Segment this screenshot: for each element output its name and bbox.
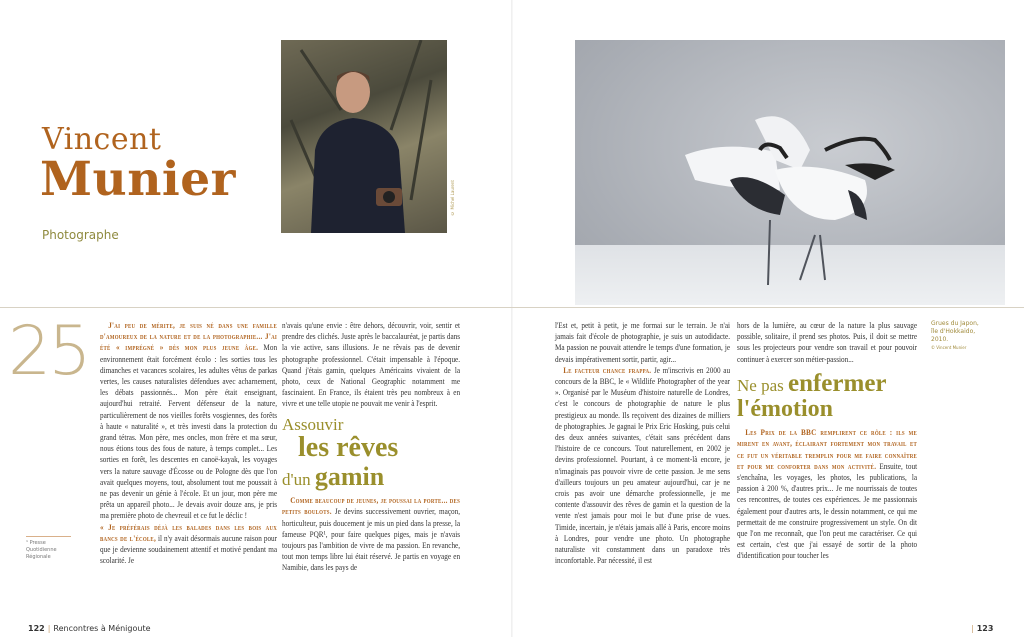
subtitle-role: Photographe [42,228,119,242]
right-column-1 [555,320,730,566]
footnote-rule [26,536,71,537]
title-first-name: Vincent [42,122,162,157]
heading-line-1: Assouvir [282,414,344,434]
heading-line-3 [282,463,460,490]
photo-caption [931,320,979,352]
lead-in: Le facteur chance frappa. [563,364,652,375]
publication-title: Rencontres à Ménigoute [53,624,151,633]
body-text: Je m'inscrivis en 2000 au concours de la BBC, le « Wildlife Photographer of the year ». Organisé par le Muséum d'histoire naturelle de Londres, c'est le concours de photographie de nature le plus prestigieux au monde. Ils reçoivent des dizaines de milliers de photographies. Je gagnai le Prix Eric Hosking, puis celui des deux années suivantes, c'était sans précédent dans l'histoire de ce concours. Tout naturellement, en 2002 je devins professionnel. Pourtant, à ce moment-là encore, je n'imaginais pas pouvoir vivre de cette passion. Je me sens d'ailleurs toujours un peu amateur aujourd'hui, car je ne crois pas avoir une démarche professionnelle, je me contente d'assouvir des rêves de gamin et la question de la vente n'est jamais pour moi le but d'une prise de vues. Timide, incertain, je n'étais jamais allé à Paris, encore moins à Londres, pour vendre une photo. Un photographe naturaliste vit constamment dans un paradoxe très inconfortable. Par nécessité, il est [555,364,731,566]
portrait-credit: © Michel Laurent [450,180,455,216]
page-fold [511,0,513,637]
left-column-1 [100,320,277,566]
body-text: n'avais qu'une envie : être dehors, découvrir, voir, sentir et prendre des clichés. Juste après le baccalauréat, je partis dans la vie active, sans illusions. Je ne rêvais pas de devenir photographe professionnel. C'était impensable à l'époque. Quand j'étais gamin, quelques Américains vivaient de la photo, ceux de National Geographic notamment me fascinaient. En France, ils étaient très peu nombreux à en vivre et une telle utopie ne pouvait me venir à l'esprit. [282,320,461,409]
heading-word: enfermer [787,369,887,397]
caption-line: Grues du Japon, [931,320,979,327]
footnote-line: Quotidienne [26,547,57,553]
portrait-photo [281,40,447,233]
body-text: Je devins successivement ouvrier, maçon, horticulteur, puis doucement je mis un pied dans la presse, la fameuse PQR¹, pour faire quelques piges, mais je n'avais toujours pas l'ambition de vivre de ma passion. En revanche, tout mon temps libre lui était réservé. Je partis en voyage en Namibie, dans les pays de [282,506,461,573]
page-number: 122 [28,624,45,633]
footnote-line: Régionale [26,554,51,560]
separator: | [47,624,51,633]
section-heading [737,371,917,422]
left-column-2 [282,320,460,574]
lead-in: Les Prix de la BBC remplirent ce rôle : ils me mirent en avant, éclairant fortement mon travail et ce fut un véritable tremplin pour me faire connaître et pour me conforter dans mon activité. [737,427,918,471]
body-text: l'Est et, petit à petit, je me formai sur le terrain. Je n'ai jamais fait d'école de photographie, je suis un autodidacte. Ma passion ne pouvait attendre le temps d'une formation, je devais impérativement sortir, partir, agir... [555,320,731,364]
footnote-line: ¹ Presse [26,540,46,546]
caption-line: 2010. [931,336,949,343]
separator: | [971,624,974,633]
chapter-number: 25 [8,312,89,391]
section-heading [282,416,460,491]
heading-line-1 [737,371,917,397]
heading-word: gamin [314,461,385,491]
page-number: 123 [976,624,994,633]
heading-word: d'un [282,469,311,489]
lead-in: « Je préférais déjà les balades dans les bois aux bancs de l'école, [100,521,278,543]
body-text: hors de la lumière, au cœur de la nature la plus sauvage possible, solitaire, il prend ses photos. Puis, il doit se mettre sous les projecteurs pour vendre son travail et pour pouvoir continuer à exercer son métier-passion... [737,320,918,364]
body-text: il n'y avait désormais aucune raison pour que je devienne soudainement attentif et motivé pendant ma scolarité. Je [100,532,278,566]
heading-line-2: l'émotion [737,396,833,423]
footer-left [28,624,151,633]
lead-in: Comme beaucoup de jeunes, je poussai la porte... des petits boulots. [282,495,461,517]
footer-right [968,624,993,633]
body-text: Mon environnement était forcément écolo : les sorties tous les dimanches et vacances scolaires, les adultes vêtus de parkas vertes, les causes naturalistes défendues avec acharnement, les débats passionnés... Mon père était enseignant, aujourd'hui retraité. Fervent défenseur de la nature, particulièrement de nos vieilles forêts vosgiennes, des forêts à haute « naturalité », et très investi dans la protection du grand tétras. Mon père, mes oncles, mon frère et ma sœur, nous étions tous des fous de nature, à temps complet... Les sorties en forêt, les descentes en canoë-kayak, les voyages vers la nature sauvage d'Écosse ou de Pologne dès que l'on avait quelques moyens, tout, absolument tout me poussait à ne pas devenir un génie à l'école. Et un jour, mon père me prêta un appareil photo... Je devais avoir douze ans, je pris ma première photo de chevreuil et ce fut le déclic ! [100,342,278,521]
body-text: Ensuite, tout s'enchaîna, les voyages, les photos, les publications, la passion à 200 %, d'autres prix... Je me nourrissais de toutes ces rencontres, de toutes ces expériences. Je me passionnais également pour d'autres arts, le dessin notamment, ce qui me permettait de me construire progressivement un style. On dit que l'on me reconnaît, que l'on peut me caractériser. Ce qui est certain, c'est que j'ai essayé de sortir de la photo d'identification pour toucher les [737,460,918,561]
lead-in: J'ai peu de mérite, je suis né dans une famille d'amoureux de la nature et de la photographie... J'ai été « imprégné » dès mon plus jeune âge. [100,320,278,353]
cranes-photo [575,40,1005,305]
footnote [26,540,57,561]
divider-line [0,307,1024,308]
caption-line: île d'Hokkaido, [931,328,976,335]
heading-line-2: les rêves [298,432,399,464]
right-column-2 [737,320,917,562]
caption-credit: © Vincent Munier [931,345,967,350]
heading-word: Ne pas [737,375,784,395]
title-last-name: Munier [40,152,236,207]
